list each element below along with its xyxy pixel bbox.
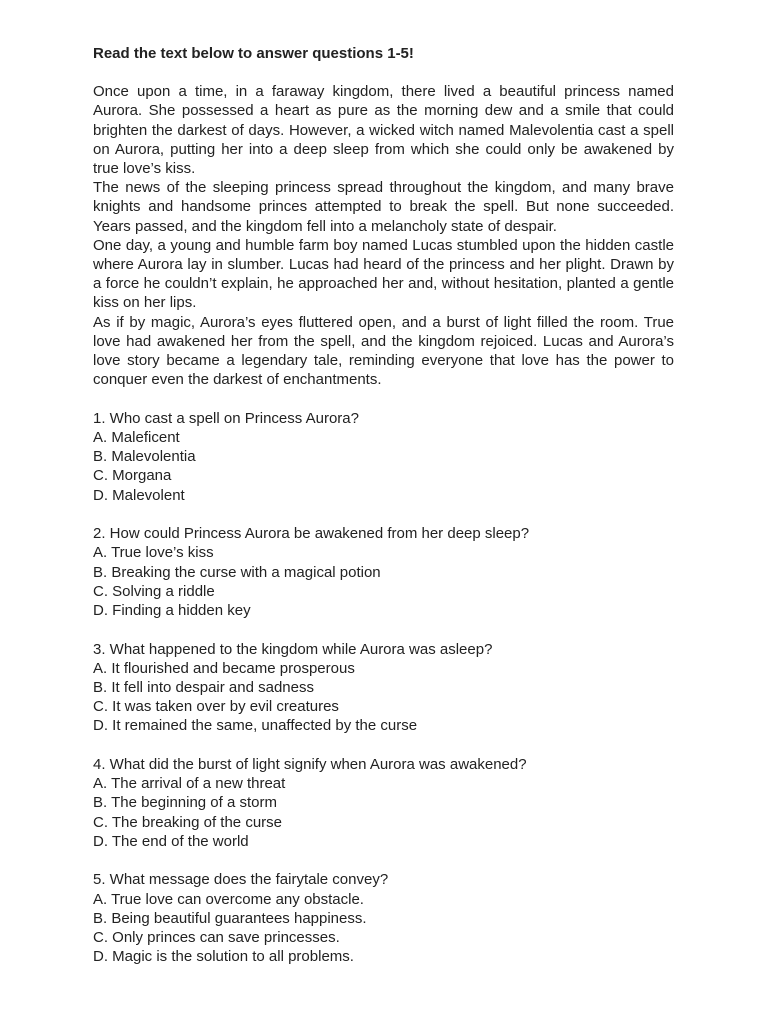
passage-paragraph: The news of the sleeping princess spread throughout the kingdom, and many brave knights and handsome princes attempted to break the spell. But none succeeded. Years passed, and the kingdom fell into a melancholy state of despair. (93, 179, 674, 235)
question-text: 3. What happened to the kingdom while Aurora was asleep? (93, 640, 493, 658)
reading-passage (93, 82, 674, 389)
passage-paragraph: As if by magic, Aurora’s eyes fluttered open, and a burst of light filled the room. True love had awakened her from the spell, and the kingdom rejoiced. Lucas and Aurora’s love story became a legendary tale, reminding everyone that love has the power to conquer even the darkest of enchantments. (93, 313, 674, 389)
answer-option-b: B. The beginning of a storm (93, 794, 277, 812)
question-text: 1. Who cast a spell on Princess Aurora? (93, 409, 359, 427)
question-text: 4. What did the burst of light signify when Aurora was awakened? (93, 756, 527, 774)
question-4 (93, 755, 674, 851)
answer-option-c: C. Solving a riddle (93, 582, 215, 600)
answer-option-a: A. The arrival of a new threat (93, 775, 286, 793)
answer-option-c: C. Only princes can save princesses. (93, 929, 340, 947)
question-1 (93, 409, 674, 505)
question-text: 5. What message does the fairytale convey? (93, 871, 389, 889)
answer-option-a: A. It flourished and became prosperous (93, 659, 355, 677)
answer-option-d: D. Finding a hidden key (93, 602, 251, 620)
answer-option-d: D. The end of the world (93, 832, 249, 850)
answer-option-d: D. Magic is the solution to all problems. (93, 948, 354, 966)
answer-option-d: D. Malevolent (93, 486, 185, 504)
answer-option-b: B. Breaking the curse with a magical potion (93, 563, 381, 581)
answer-option-b: B. Being beautiful guarantees happiness. (93, 909, 367, 927)
answer-option-d: D. It remained the same, unaffected by the curse (93, 717, 418, 735)
answer-option-c: C. It was taken over by evil creatures (93, 698, 339, 716)
passage-paragraph: Once upon a time, in a faraway kingdom, there lived a beautiful princess named Aurora. She possessed a heart as pure as the morning dew and a smile that could brighten the darkest of days. However, a wicked witch named Malevolentia cast a spell on Aurora, putting her into a deep sleep from which she could only be awakened by true love’s kiss. (93, 83, 674, 178)
instruction-heading: Read the text below to answer questions 1-5! (93, 45, 414, 62)
question-2 (93, 524, 674, 620)
answer-option-a: A. Maleficent (93, 429, 180, 447)
answer-option-c: C. The breaking of the curse (93, 813, 282, 831)
answer-option-b: B. It fell into despair and sadness (93, 679, 314, 697)
answer-option-c: C. Morgana (93, 467, 172, 485)
question-5 (93, 870, 674, 966)
answer-option-b: B. Malevolentia (93, 448, 196, 466)
question-text: 2. How could Princess Aurora be awakened from her deep sleep? (93, 525, 530, 543)
document-page (93, 44, 674, 986)
answer-option-a: A. True love’s kiss (93, 544, 214, 562)
passage-paragraph: One day, a young and humble farm boy named Lucas stumbled upon the hidden castle where Aurora lay in slumber. Lucas had heard of the princess and her plight. Drawn by a force he couldn’t explain, he approached her and, without hesitation, planted a gentle kiss on her lips. (93, 236, 674, 312)
question-3 (93, 640, 674, 736)
answer-option-a: A. True love can overcome any obstacle. (93, 890, 364, 908)
